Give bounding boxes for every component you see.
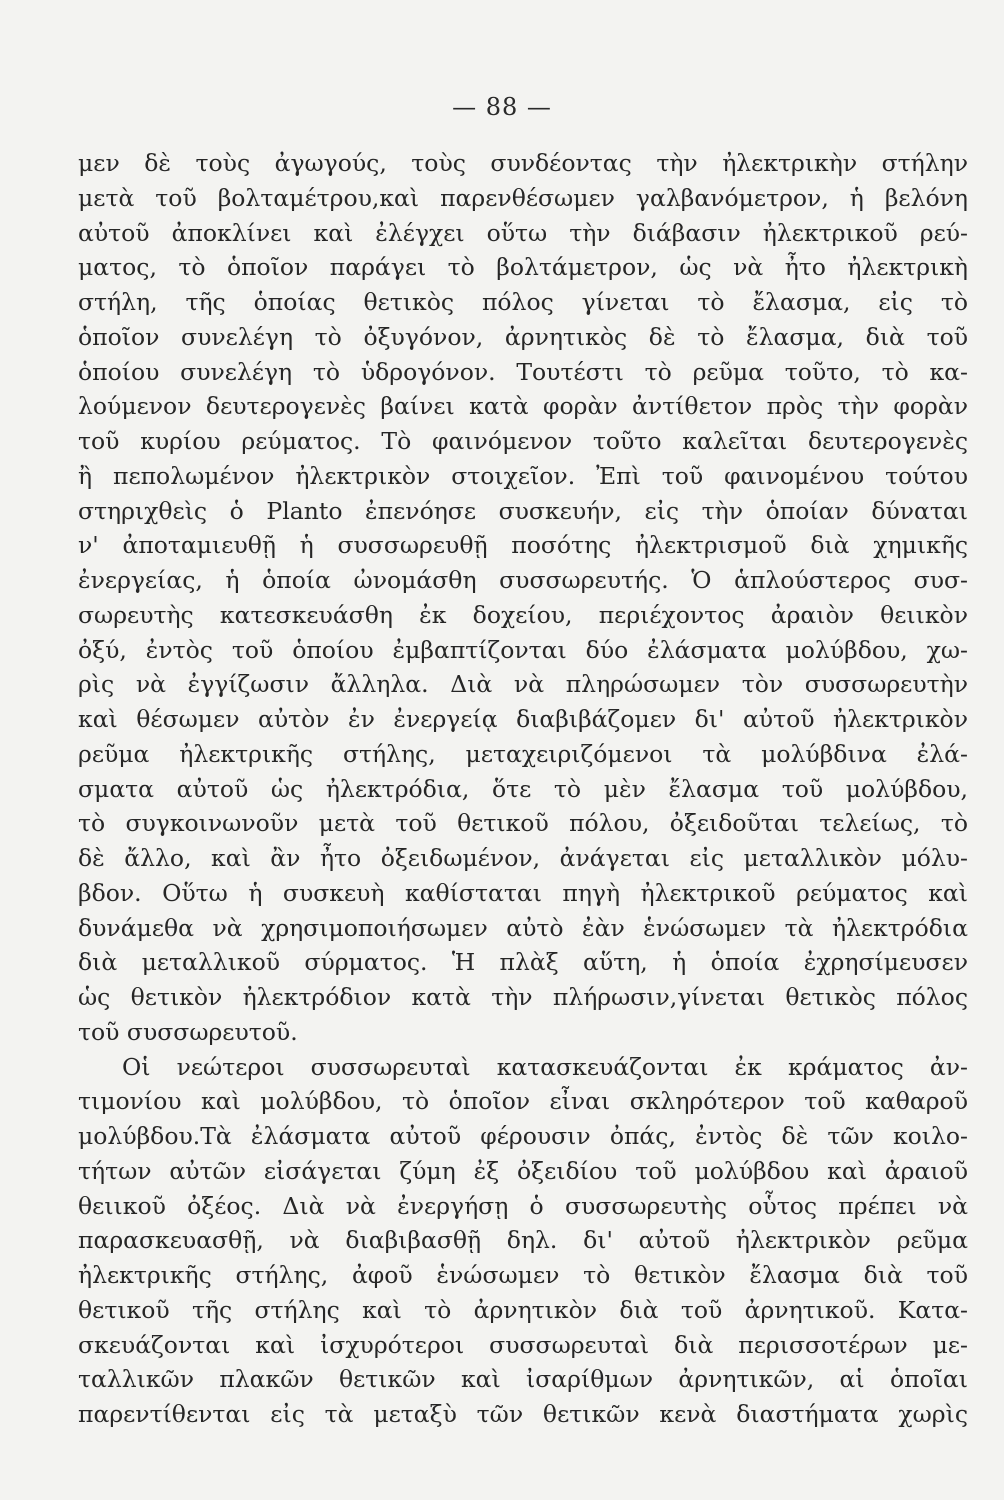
text-line: μολύβδου.Τὰ ἐλάσματα αὐτοῦ φέρουσιν ὀπάς, ἐντὸς δὲ τῶν κοιλο-: [78, 1122, 968, 1150]
text-line: ἢ πεπολωμένον ἠλεκτρικὸν στοιχεῖον. Ἐπὶ τοῦ φαινομένου τούτου: [78, 461, 968, 490]
text-line: παρασκευασθῇ, νὰ διαβιβασθῇ δηλ. δι' αὐτοῦ ἠλεκτρικὸν ρεῦμα: [78, 1226, 968, 1255]
text-line: τοῦ κυρίου ρεύματος. Τὸ φαινόμενον τοῦτο καλεῖται δευτερογενὲς: [78, 427, 968, 455]
text-line: ὁποῖον συνελέγη τὸ ὀξυγόνον, ἀρνητικὸς δὲ τὸ ἔλασμα, διὰ τοῦ: [78, 322, 968, 351]
text-line: ν' ἀποταμιευθῇ ἡ συσσωρευθῇ ποσότης ἠλεκτρισμοῦ διὰ χημικῆς: [78, 531, 968, 560]
text-line: τήτων αὐτῶν εἰσάγεται ζύμη ἐξ ὀξειδίου τοῦ μολύβδου καὶ ἀραιοῦ: [78, 1156, 968, 1185]
text-line: μεν δὲ τοὺς ἀγωγούς, τοὺς συνδέοντας τὴν ἠλεκτρικὴν στήλην: [78, 149, 968, 177]
text-line: τιμονίου καὶ μολύβδου, τὸ ὁποῖον εἶναι σκληρότερον τοῦ καθαροῦ: [78, 1087, 968, 1116]
text-line: ὀξύ, ἐντὸς τοῦ ὁποίου ἐμβαπτίζονται δύο ἐλάσματα μολύβδου, χω-: [78, 635, 968, 664]
text-line: ματος, τὸ ὁποῖον παράγει τὸ βολτάμετρον, ὡς νὰ ἦτο ἠλεκτρικὴ: [78, 253, 968, 282]
text-line: διὰ μεταλλικοῦ σύρματος. Ἡ πλὰξ αὕτη, ἡ ὁποία ἐχρησίμευσεν: [78, 948, 968, 977]
text-line: σματα αὐτοῦ ὡς ἠλεκτρόδια, ὅτε τὸ μὲν ἔλασμα τοῦ μολύβδου,: [78, 774, 968, 803]
text-line: δὲ ἄλλο, καὶ ἂν ἦτο ὀξειδωμένον, ἀνάγεται εἰς μεταλλικὸν μόλυ-: [78, 844, 968, 872]
body-text: [78, 146, 968, 1432]
text-line: στήλη, τῆς ὁποίας θετικὸς πόλος γίνεται τὸ ἔλασμα, εἰς τὸ: [78, 288, 968, 316]
text-line: ὡς θετικὸν ἠλεκτρόδιον κατὰ τὴν πλήρωσιν,γίνεται θετικὸς πόλος: [78, 983, 968, 1011]
paragraph-1: [78, 146, 968, 1050]
text-line: ταλλικῶν πλακῶν θετικῶν καὶ ἰσαρίθμων ἀρνητικῶν, αἱ ὁποῖαι: [78, 1365, 968, 1394]
text-line: ρὶς νὰ ἐγγίζωσιν ἄλληλα. Διὰ νὰ πληρώσωμεν τὸν συσσωρευτὴν: [78, 670, 968, 699]
text-line: ὁποίου συνελέγη τὸ ὑδρογόνον. Τουτέστι τὸ ρεῦμα τοῦτο, τὸ κα-: [78, 357, 968, 386]
text-line: δυνάμεθα νὰ χρησιμοποιήσωμεν αὐτὸ ἐὰν ἑνώσωμεν τὰ ἠλεκτρόδια: [78, 913, 968, 942]
text-line: σωρευτὴς κατεσκευάσθη ἐκ δοχείου, περιέχοντος ἀραιὸν θειικὸν: [78, 600, 968, 629]
text-line: καὶ θέσωμεν αὐτὸν ἐν ἐνεργείᾳ διαβιβάζομεν δι' αὐτοῦ ἠλεκτρικὸν: [78, 705, 968, 733]
text-line: Οἱ νεώτεροι συσσωρευταὶ κατασκευάζονται ἐκ κράματος ἀν-: [122, 1052, 968, 1081]
text-line: παρεντίθενται εἰς τὰ μεταξὺ τῶν θετικῶν κενὰ διαστήματα χωρὶς: [78, 1400, 968, 1428]
text-line: μετὰ τοῦ βολταμέτρου,καὶ παρενθέσωμεν γαλβανόμετρον, ἡ βελόνη: [78, 183, 968, 212]
text-line: θετικοῦ τῆς στήλης καὶ τὸ ἀρνητικὸν διὰ τοῦ ἀρνητικοῦ. Κατα-: [78, 1295, 968, 1324]
text-line: θειικοῦ ὀξέος. Διὰ νὰ ἐνεργήσῃ ὁ συσσωρευτὴς οὗτος πρέπει νὰ: [78, 1191, 968, 1220]
text-line: ἐνεργείας, ἡ ὁποία ὠνομάσθη συσσωρευτής. Ὁ ἁπλούστερος συσ-: [78, 566, 968, 594]
text-line: αὐτοῦ ἀποκλίνει καὶ ἐλέγχει οὕτω τὴν διάβασιν ἠλεκτρικοῦ ρεύ-: [78, 218, 968, 247]
paragraph-2: [78, 1050, 968, 1432]
text-line: λούμενον δευτερογενὲς βαίνει κατὰ φορὰν ἀντίθετον πρὸς τὴν φορὰν: [78, 392, 968, 421]
text-line: σκευάζονται καὶ ἰσχυρότεροι συσσωρευταὶ διὰ περισσοτέρων με-: [78, 1330, 968, 1359]
text-line: τὸ συγκοινωνοῦν μετὰ τοῦ θετικοῦ πόλου, ὀξειδοῦται τελείως, τὸ: [78, 809, 968, 838]
text-line: ἠλεκτρικῆς στήλης, ἀφοῦ ἑνώσωμεν τὸ θετικὸν ἔλασμα διὰ τοῦ: [78, 1261, 968, 1289]
page-number: — 88 —: [452, 93, 552, 121]
text-line: ρεῦμα ἠλεκτρικῆς στήλης, μεταχειριζόμενοι τὰ μολύβδινα ἐλά-: [78, 739, 968, 768]
text-line: τοῦ συσσωρευτοῦ.: [78, 1017, 298, 1046]
text-line: βδον. Οὕτω ἡ συσκευὴ καθίσταται πηγὴ ἠλεκτρικοῦ ρεύματος καὶ: [78, 878, 968, 907]
text-line: στηριχθεὶς ὁ Planto ἐπενόησε συσκευήν, εἰς τὴν ὁποίαν δύναται: [78, 496, 968, 525]
